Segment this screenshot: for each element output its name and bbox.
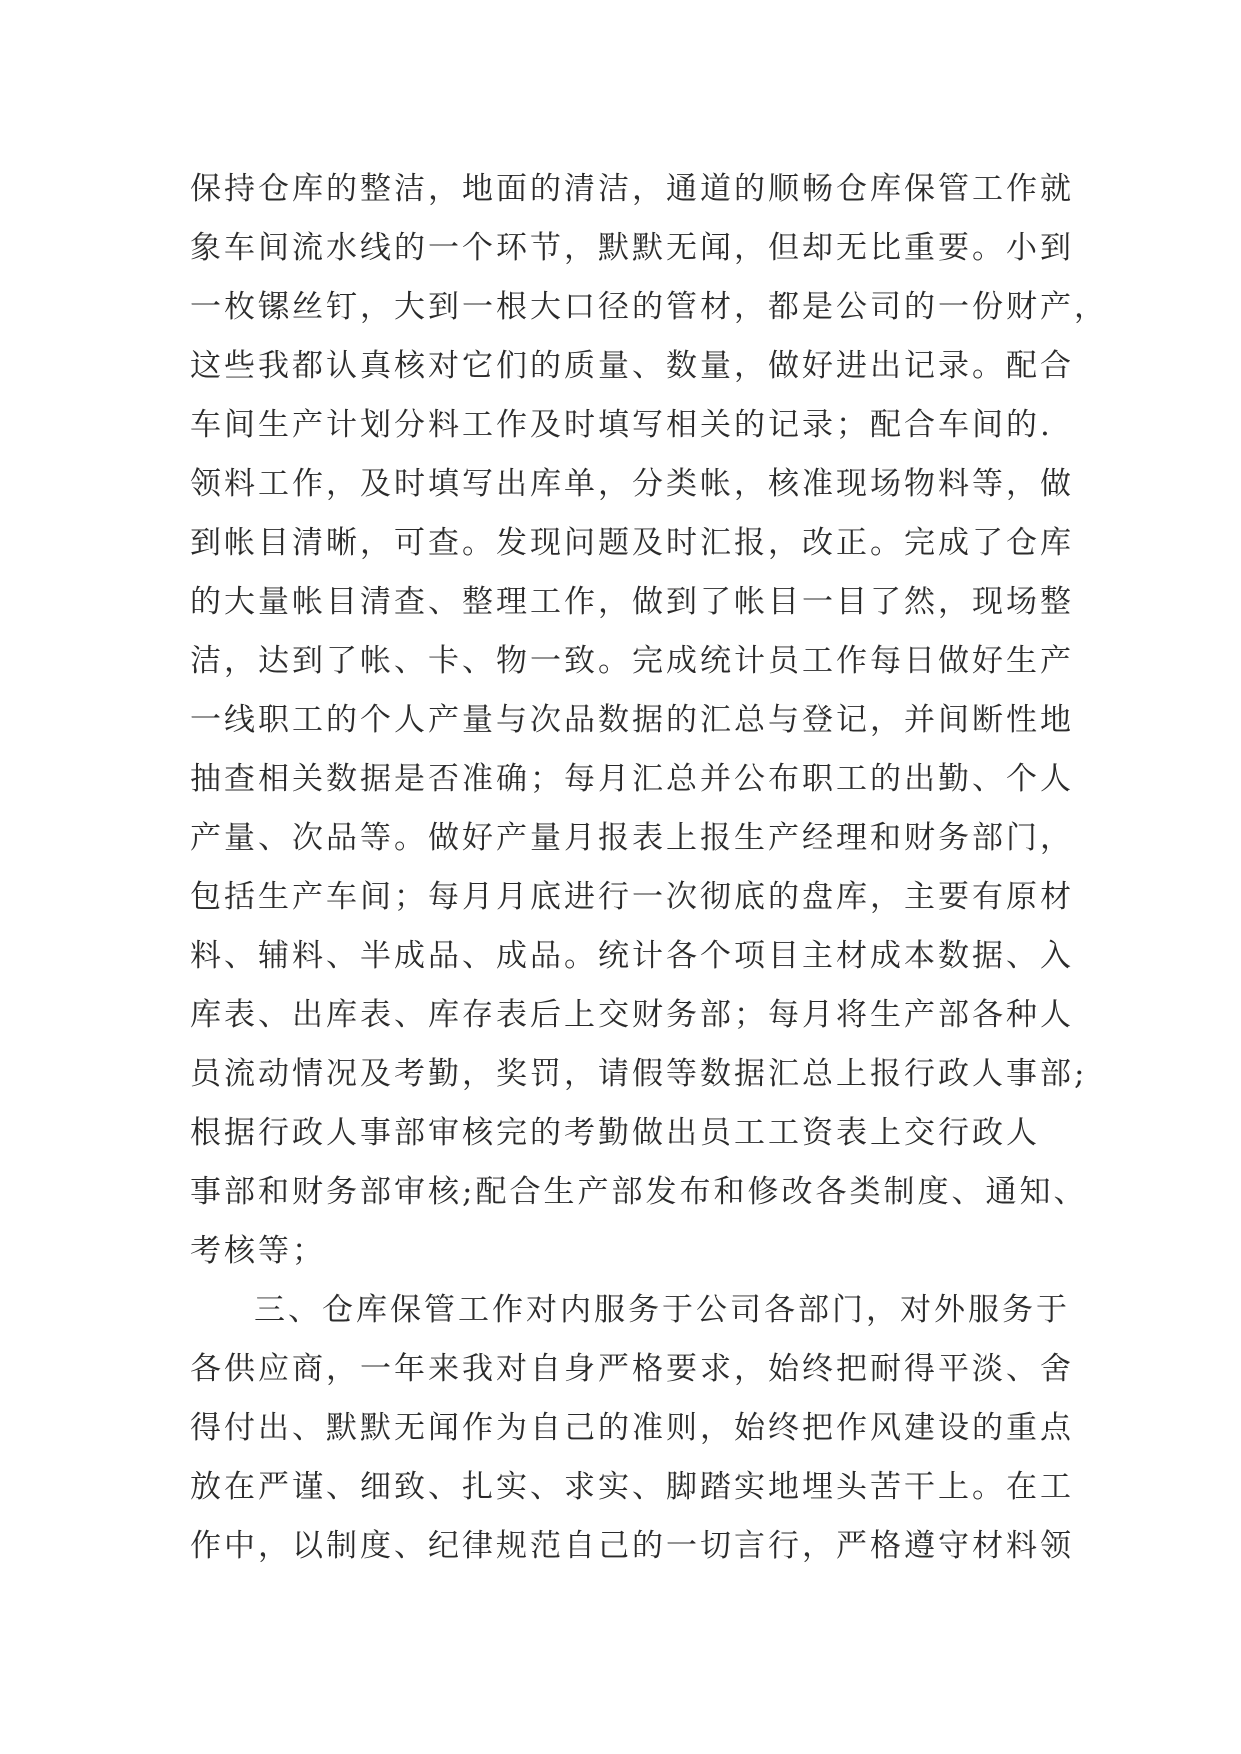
body-text — [190, 160, 1108, 1576]
text-line: 放在严谨、细致、扎实、求实、脚踏实地埋头苦干上。在工 — [190, 1469, 1074, 1505]
text-line: 一枚镙丝钉，大到一根大口径的管材，都是公司的一份财产， — [190, 289, 1108, 325]
text-line: 的大量帐目清查、整理工作，做到了帐目一目了然，现场整 — [190, 584, 1074, 620]
text-line: 象车间流水线的一个环节，默默无闻，但却无比重要。小到 — [190, 230, 1074, 266]
text-line: 库表、出库表、库存表后上交财务部；每月将生产部各种人 — [190, 997, 1074, 1033]
text-line: 一线职工的个人产量与次品数据的汇总与登记，并间断性地 — [190, 702, 1074, 738]
text-line: 到帐目清晰，可查。发现问题及时汇报，改正。完成了仓库 — [190, 525, 1074, 561]
text-line: 洁，达到了帐、卡、物一致。完成统计员工作每日做好生产 — [190, 643, 1074, 679]
text-line: 领料工作，及时填写出库单，分类帐，核准现场物料等，做 — [190, 466, 1074, 502]
text-line: 这些我都认真核对它们的质量、数量，做好进出记录。配合 — [190, 348, 1074, 384]
text-line: 料、辅料、半成品、成品。统计各个项目主材成本数据、入 — [190, 938, 1074, 974]
text-line: 员流动情况及考勤，奖罚，请假等数据汇总上报行政人事部; — [190, 1056, 1088, 1092]
text-line: 作中，以制度、纪律规范自己的一切言行，严格遵守材料领 — [190, 1528, 1074, 1564]
text-line: 根据行政人事部审核完的考勤做出员工工资表上交行政人 — [190, 1115, 1040, 1151]
text-line: 事部和财务部审核;配合生产部发布和修改各类制度、通知、 — [190, 1174, 1088, 1210]
text-line: 车间生产计划分料工作及时填写相关的记录；配合车间的. — [190, 407, 1053, 443]
text-line: 各供应商，一年来我对自身严格要求，始终把耐得平淡、舍 — [190, 1351, 1074, 1387]
text-line: 考核等； — [190, 1233, 326, 1269]
text-line: 产量、次品等。做好产量月报表上报生产经理和财务部门， — [190, 820, 1074, 856]
text-line: 包括生产车间；每月月底进行一次彻底的盘库，主要有原材 — [190, 879, 1074, 915]
text-line: 得付出、默默无闻作为自己的准则，始终把作风建设的重点 — [190, 1410, 1074, 1446]
paragraph-start-line: 三、仓库保管工作对内服务于公司各部门，对外服务于 — [254, 1292, 1070, 1328]
text-line: 保持仓库的整洁，地面的清洁，通道的顺畅仓库保管工作就 — [190, 171, 1074, 207]
text-line: 抽查相关数据是否准确；每月汇总并公布职工的出勤、个人 — [190, 761, 1074, 797]
